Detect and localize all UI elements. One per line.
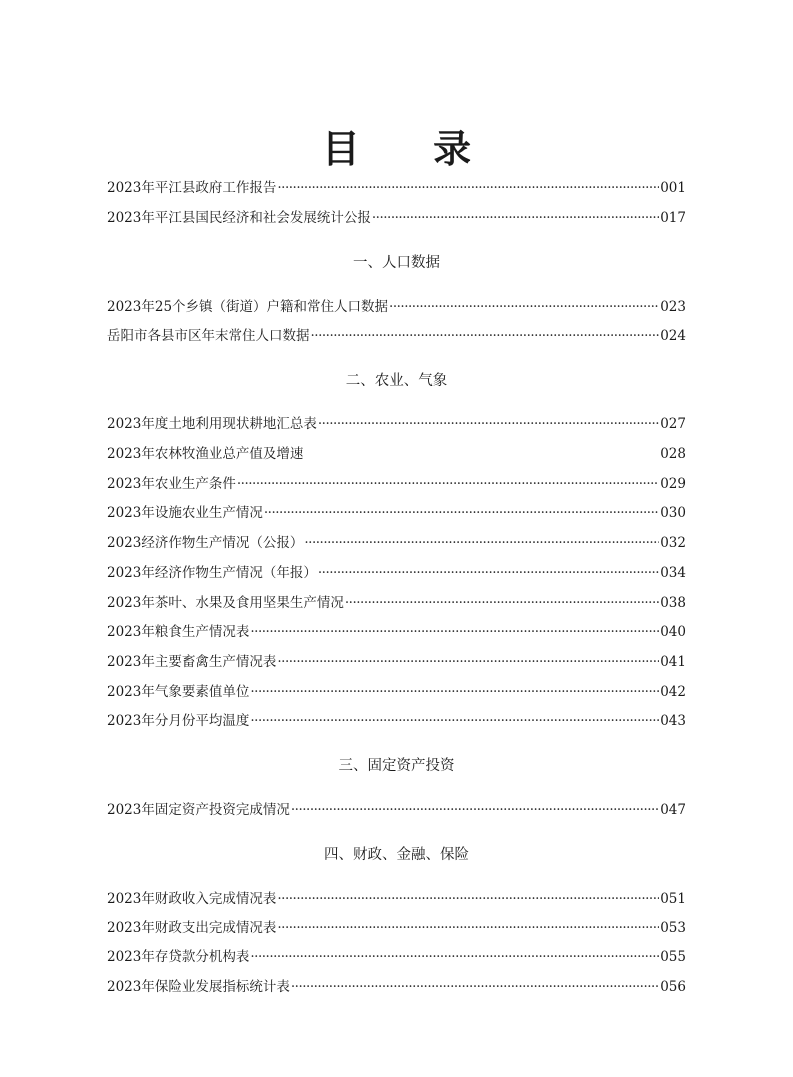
toc-entry-page: 041 [660,654,686,670]
toc-entry[interactable] [107,621,686,643]
toc-entry-label: 2023年经济作物生产情况（年报） [107,565,317,581]
toc-entry[interactable] [107,207,686,229]
toc-entry-page: 017 [660,210,686,226]
toc-entry[interactable] [107,413,686,435]
toc-entry[interactable] [107,177,686,199]
toc-entry[interactable] [107,592,686,614]
toc-entry[interactable] [107,888,686,910]
toc-entry-label: 2023年25个乡镇（街道）户籍和常住人口数据 [107,299,389,315]
dot-leader [250,946,659,968]
toc-entry-label: 2023年平江县政府工作报告 [107,180,277,196]
dot-leader [277,651,659,673]
toc-entry-page: 024 [660,328,686,344]
toc-entry-label: 2023年保险业发展指标统计表 [107,979,290,995]
toc-entry[interactable] [107,562,686,584]
toc-entry[interactable] [107,651,686,673]
toc-entry-page: 028 [660,446,686,462]
toc-entry[interactable] [107,946,686,968]
toc-entry-page: 029 [660,476,686,492]
toc-entry-page: 034 [660,565,686,581]
dot-leader [311,325,660,347]
toc-entry[interactable] [107,681,686,703]
toc-entry[interactable] [107,976,686,998]
toc-entry-label: 岳阳市各县市区年末常住人口数据 [107,328,310,344]
toc-entry-page: 053 [660,920,686,936]
dot-leader [304,532,659,554]
toc-entry-label: 2023年分月份平均温度 [107,713,250,729]
toc-entry-page: 042 [660,684,686,700]
toc-entry[interactable] [107,532,686,554]
section-heading: 一、人口数据 [353,255,440,271]
toc-entry[interactable] [107,296,686,318]
toc-entry-page: 040 [660,624,686,640]
toc-entry[interactable] [107,473,686,495]
toc-entry-page: 032 [660,535,686,551]
toc-entry-page: 023 [660,299,686,315]
toc-entry[interactable] [107,799,686,821]
toc-entry[interactable] [107,710,686,732]
toc-entry-label: 2023年存贷款分机构表 [107,949,250,965]
dot-leader [345,592,659,614]
dot-leader [250,621,659,643]
toc-entry-label: 2023年主要畜禽生产情况表 [107,654,277,670]
toc-entry-page: 027 [660,416,686,432]
toc-entry-page: 001 [660,180,686,196]
dot-leader [250,710,659,732]
toc-entry-label: 2023经济作物生产情况（公报） [107,535,304,551]
dot-leader [291,799,659,821]
toc-entry-page: 047 [660,802,686,818]
toc-entry-label: 2023年粮食生产情况表 [107,624,250,640]
toc-entry-label: 2023年设施农业生产情况 [107,505,263,521]
dot-leader [291,976,659,998]
toc-entry-label: 2023年财政支出完成情况表 [107,920,277,936]
section-heading: 二、农业、气象 [345,373,448,389]
toc-entry-label: 2023年固定资产投资完成情况 [107,802,290,818]
section-heading: 四、财政、金融、保险 [324,847,469,863]
dot-leader [318,413,659,435]
dot-leader [277,888,659,910]
toc-entry[interactable] [107,443,686,465]
dot-leader [250,681,659,703]
toc-entry[interactable] [107,502,686,524]
dot-leader [372,207,659,229]
dot-leader [237,473,659,495]
toc-entry-label: 2023年农林牧渔业总产值及增速 [107,446,304,462]
toc-entry-page: 038 [660,595,686,611]
toc-entry-label: 2023年度土地利用现状耕地汇总表 [107,416,317,432]
dot-leader [318,562,659,584]
dot-leader [277,177,659,199]
toc-entry-label: 2023年财政收入完成情况表 [107,891,277,907]
dot-leader [264,502,659,524]
toc-entry-page: 030 [660,505,686,521]
toc-entry-page: 051 [660,891,686,907]
section-heading: 三、固定资产投资 [338,758,455,774]
toc-entry[interactable] [107,325,686,347]
toc-entry-page: 043 [660,713,686,729]
toc-entry-label: 2023年农业生产条件 [107,476,236,492]
dot-leader [277,917,659,939]
toc-entry-page: 056 [660,979,686,995]
toc-entry-label: 2023年气象要素值单位 [107,684,250,700]
page-title: 目 录 [321,127,502,171]
toc-entry[interactable] [107,917,686,939]
toc-entry-label: 2023年平江县国民经济和社会发展统计公报 [107,210,371,226]
toc-entry-label: 2023年茶叶、水果及食用坚果生产情况 [107,595,344,611]
toc-entry-page: 055 [660,949,686,965]
dot-leader [389,296,659,318]
